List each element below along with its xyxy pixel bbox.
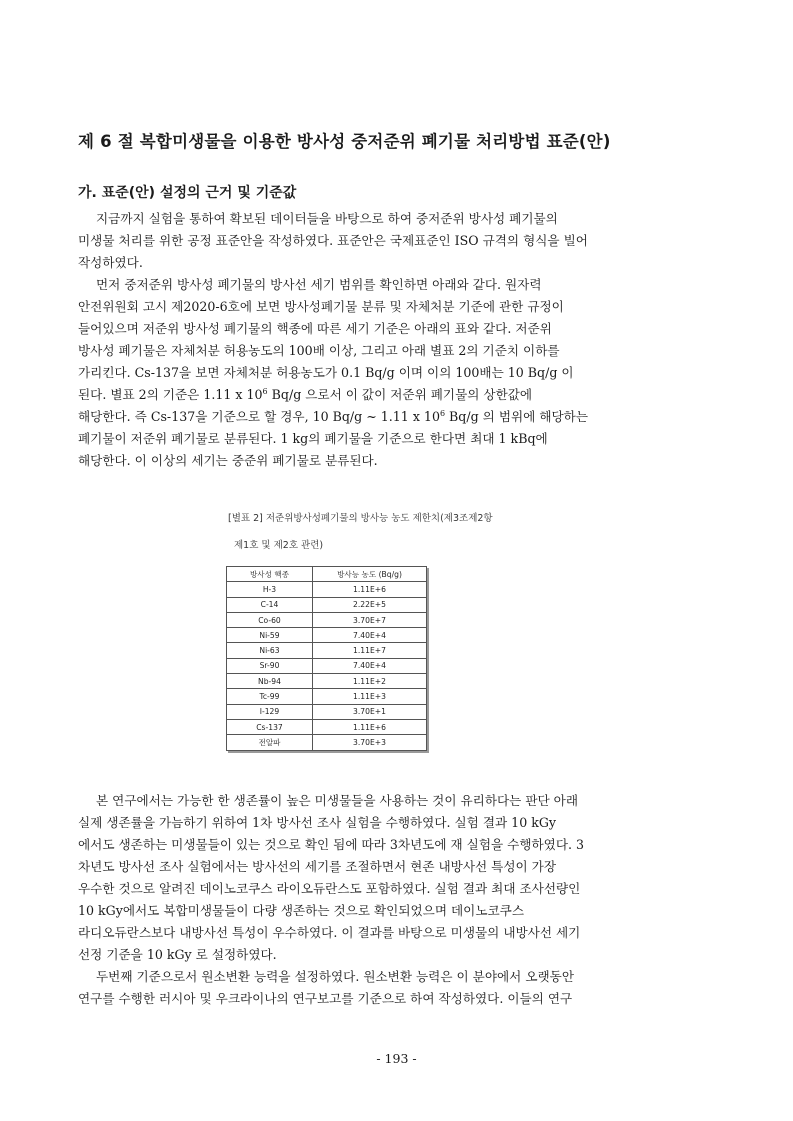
concentration-cell: 1.11E+2 (313, 674, 427, 689)
paragraph-line: 본 연구에서는 가능한 한 생존률이 높은 미생물들을 사용하는 것이 유리하다는 판단 아래 (96, 793, 578, 808)
paragraph-line: 들어있으며 저준위 방사성 폐기물의 핵종에 따른 세기 기준은 아래의 표와 같다. 저준위 (78, 321, 552, 336)
paragraph-line: 10 kGy에서도 복합미생물들이 다량 생존하는 것으로 확인되었으며 데이노코쿠스 (78, 903, 524, 918)
paragraph-line: 실제 생존률을 가늠하기 위하여 1차 방사선 조사 실험을 수행하였다. 실험 결과 10 kGy (78, 815, 557, 830)
table-header-row (227, 567, 427, 582)
concentration-cell: 7.40E+4 (313, 658, 427, 673)
paragraph-line: 먼저 중저준위 방사성 폐기물의 방사선 세기 범위를 확인하면 아래와 같다. 원자력 (96, 277, 542, 292)
exponent: 6 (439, 408, 446, 418)
nuclide-cell: Cs-137 (227, 719, 313, 734)
paragraph-line: 연구를 수행한 러시아 및 우크라이나의 연구보고를 기준으로 하여 작성하였다. 이들의 연구 (78, 991, 573, 1006)
paragraph-line: 안전위원회 고시 제2020-6호에 보면 방사성폐기물 분류 및 자체처분 기준에 관한 규정이 (78, 299, 564, 314)
paragraph-line: 차년도 방사선 조사 실험에서는 방사선의 세기를 조절하면서 현존 내방사선 특성이 가장 (78, 859, 556, 874)
table-row (227, 643, 427, 658)
table-row (227, 704, 427, 719)
concentration-cell: 1.11E+6 (313, 582, 427, 597)
paragraph-line: 가리킨다. Cs-137을 보면 자체처분 허용농도가 0.1 Bq/g 이며 이의 100배는 10 Bq/g 이 (78, 365, 574, 380)
concentration-cell: 1.11E+7 (313, 643, 427, 658)
subsection-title: 가. 표준(안) 설정의 근거 및 기준값 (78, 185, 297, 201)
table-row (227, 719, 427, 734)
paragraph-line: 작성하였다. (78, 255, 143, 270)
nuclide-cell: Tc-99 (227, 689, 313, 704)
concentration-cell: 1.11E+6 (313, 719, 427, 734)
concentration-cell: 3.70E+7 (313, 612, 427, 627)
concentration-cell: 3.70E+3 (313, 735, 427, 750)
nuclide-cell: Nb-94 (227, 674, 313, 689)
nuclide-cell: Sr-90 (227, 658, 313, 673)
page-number: - 193 - (376, 1051, 417, 1066)
table-row (227, 628, 427, 643)
paragraph-line: 방사성 폐기물은 자체처분 허용농도의 100배 이상, 그리고 아래 별표 2의 기준치 이하를 (78, 343, 560, 358)
text-span: 된다. 별표 2의 기준은 1.11 x 10 (78, 387, 263, 402)
nuclide-concentration-table (226, 566, 427, 751)
header-concentration: 방사능 농도 (Bq/g) (313, 567, 427, 582)
nuclide-cell: Ni-63 (227, 643, 313, 658)
text-span: Bq/g 으로서 이 값이 저준위 폐기물의 상한값에 (267, 387, 533, 402)
paragraph-line: 두번째 기준으로서 원소변환 능력을 설정하였다. 원소변환 능력은 이 분야에서 오랫동안 (96, 969, 574, 984)
table-row (227, 735, 427, 750)
table-row (227, 612, 427, 627)
paragraph-line (78, 384, 532, 403)
nuclide-cell: 전알파 (227, 735, 313, 750)
table-row (227, 674, 427, 689)
paragraph-line (78, 406, 588, 425)
nuclide-cell: I-129 (227, 704, 313, 719)
exponent: 6 (262, 386, 268, 396)
table-caption: [별표 2] 저준위방사성폐기물의 방사능 농도 제한치(제3조제2항 (228, 513, 493, 524)
nuclide-cell: Co-60 (227, 612, 313, 627)
table-row (227, 582, 427, 597)
text-span: Bq/g 의 범위에 해당하는 (445, 409, 589, 424)
paragraph-line: 해당한다. 이 이상의 세기는 중준위 폐기물로 분류된다. (78, 453, 378, 468)
paragraph-line: 라디오듀란스보다 내방사선 특성이 우수하였다. 이 결과를 바탕으로 미생물의 내방사선 세기 (78, 925, 581, 940)
concentration-cell: 3.70E+1 (313, 704, 427, 719)
paragraph-line: 폐기물이 저준위 폐기물로 분류된다. 1 kg의 폐기물을 기준으로 한다면 최대 1 kBq에 (78, 431, 548, 446)
nuclide-cell: Ni-59 (227, 628, 313, 643)
nuclide-cell: H-3 (227, 582, 313, 597)
section-title: 제 6 절 복합미생물을 이용한 방사성 중저준위 폐기물 처리방법 표준(안) (78, 132, 611, 151)
table-row (227, 658, 427, 673)
text-span: 해당한다. 즉 Cs-137을 기준으로 할 경우, 10 Bq/g ~ 1.11 x 10 (78, 409, 440, 424)
paragraph-line: 우수한 것으로 알려진 데이노코쿠스 라이오듀란스도 포함하였다. 실험 결과 최대 조사선량인 (78, 881, 581, 896)
paragraph-line: 선정 기준을 10 kGy 로 설정하였다. (78, 947, 277, 962)
table-row (227, 597, 427, 612)
table-subcaption: 제1호 및 제2호 관련) (234, 540, 324, 551)
header-nuclide: 방사성 핵종 (227, 567, 313, 582)
concentration-cell: 2.22E+5 (313, 597, 427, 612)
paragraph-line: 지금까지 실험을 통하여 확보된 데이터들을 바탕으로 하여 중저준위 방사성 폐기물의 (96, 211, 558, 226)
concentration-cell: 7.40E+4 (313, 628, 427, 643)
paragraph-line: 에서도 생존하는 미생물들이 있는 것으로 확인 됨에 따라 3차년도에 재 실험을 수행하였다. 3 (78, 837, 585, 852)
paragraph-line: 미생물 처리를 위한 공정 표준안을 작성하였다. 표준안은 국제표준인 ISO 규격의 형식을 빌어 (78, 233, 588, 248)
concentration-cell: 1.11E+3 (313, 689, 427, 704)
table-row (227, 689, 427, 704)
nuclide-cell: C-14 (227, 597, 313, 612)
